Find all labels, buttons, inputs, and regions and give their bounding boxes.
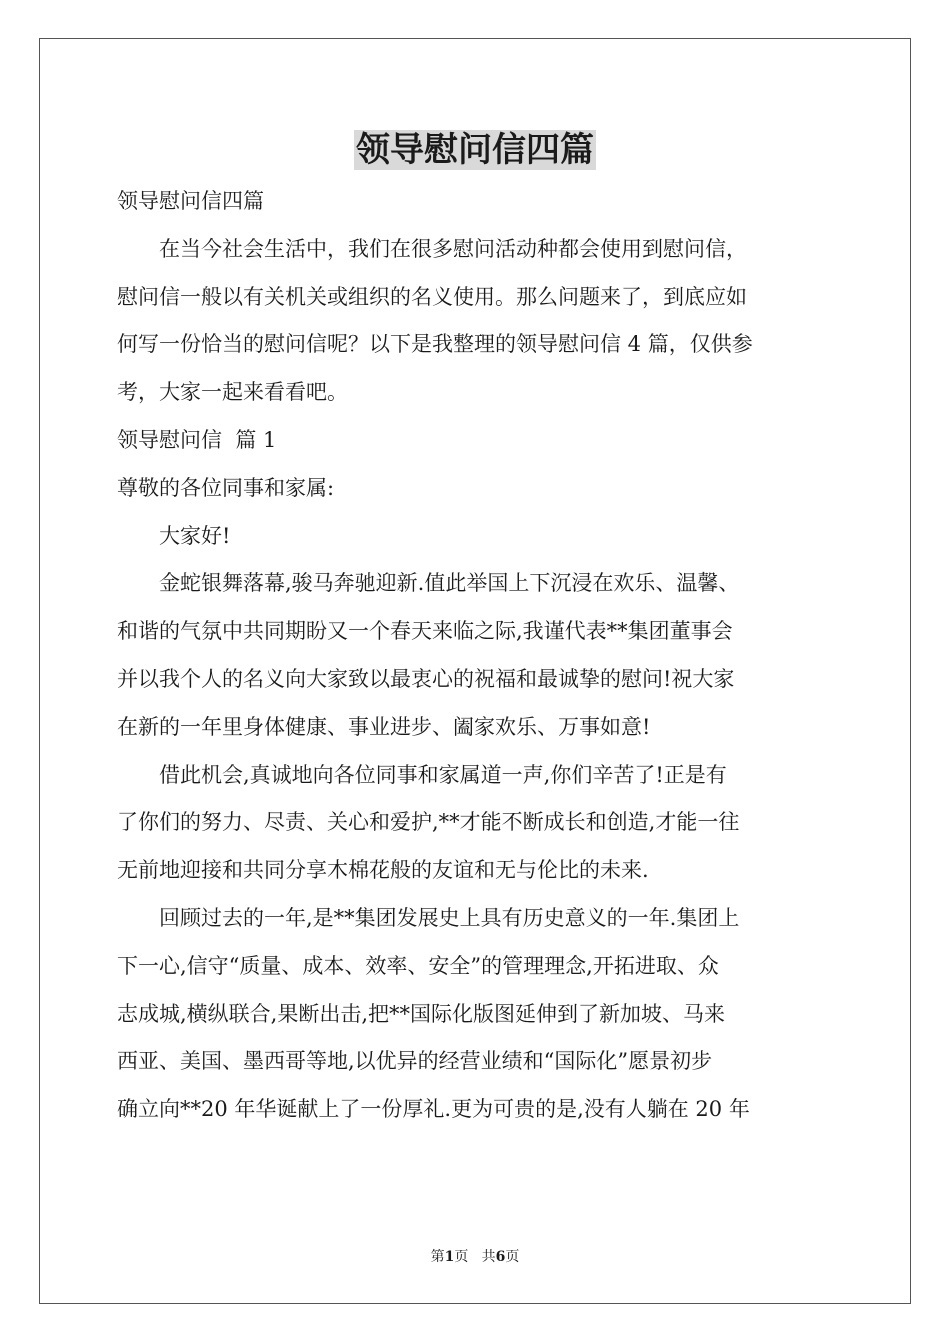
page-number: 1	[444, 1249, 455, 1265]
intro-line: 何写一份恰当的慰问信呢？以下是我整理的领导慰问信 4 篇，仅供参	[117, 332, 753, 357]
document-title	[0, 128, 950, 172]
paragraph-line: 回顾过去的一年,是**集团发展史上具有历史意义的一年.集团上	[159, 905, 740, 930]
total-prefix: 共	[481, 1249, 496, 1265]
document-body	[117, 178, 837, 1134]
intro-paragraph	[117, 226, 837, 417]
paragraph-line: 借此机会,真诚地向各位同事和家属道一声,你们辛苦了!正是有	[159, 762, 727, 787]
paragraph-line: 和谐的气氛中共同期盼又一个春天来临之际,我谨代表**集团董事会	[117, 619, 733, 644]
salutation: 尊敬的各位同事和家属:	[117, 475, 335, 500]
paragraph-3	[117, 895, 837, 1134]
page-footer	[0, 1247, 950, 1267]
total-suffix: 页	[505, 1249, 520, 1265]
intro-line: 在当今社会生活中，我们在很多慰问活动种都会使用到慰问信，	[159, 236, 747, 261]
intro-line: 慰问信一般以有关机关或组织的名义使用。那么问题来了，到底应如	[117, 284, 747, 309]
paragraph-line: 无前地迎接和共同分享木棉花般的友谊和无与伦比的未来.	[117, 858, 649, 883]
title-text: 领导慰问信四篇	[356, 130, 594, 170]
paragraph-line: 下一心,信守“质量、成本、效率、安全”的管理理念,开拓进取、众	[117, 953, 719, 978]
paragraph-line: 西亚、美国、墨西哥等地,以优异的经营业绩和“国际化”愿景初步	[117, 1049, 713, 1074]
paragraph-line: 确立向**20 年华诞献上了一份厚礼.更为可贵的是,没有人躺在 20 年	[117, 1097, 750, 1122]
section-heading: 领导慰问信 篇 1	[117, 427, 277, 452]
paragraph-2	[117, 752, 837, 895]
total-pages: 6	[495, 1249, 506, 1265]
paragraph-line: 金蛇银舞落幕,骏马奔驰迎新.值此举国上下沉浸在欢乐、温馨、	[159, 571, 740, 596]
paragraph-line: 并以我个人的名义向大家致以最衷心的祝福和最诚挚的慰问!祝大家	[117, 666, 735, 691]
paragraph-line: 了你们的努力、尽责、关心和爱护,**才能不断成长和创造,才能一往	[117, 810, 740, 835]
intro-line: 考，大家一起来看看吧。	[117, 380, 348, 405]
greeting: 大家好!	[159, 523, 231, 548]
paragraph-1	[117, 560, 837, 751]
paragraph-line: 在新的一年里身体健康、事业进步、阖家欢乐、万事如意!	[117, 714, 651, 739]
page-suffix: 页	[454, 1249, 469, 1265]
paragraph-line: 志成城,横纵联合,果断出击,把**国际化版图延伸到了新加坡、马来	[117, 1001, 726, 1026]
subtitle: 领导慰问信四篇	[117, 189, 264, 213]
page-prefix: 第	[430, 1249, 445, 1265]
